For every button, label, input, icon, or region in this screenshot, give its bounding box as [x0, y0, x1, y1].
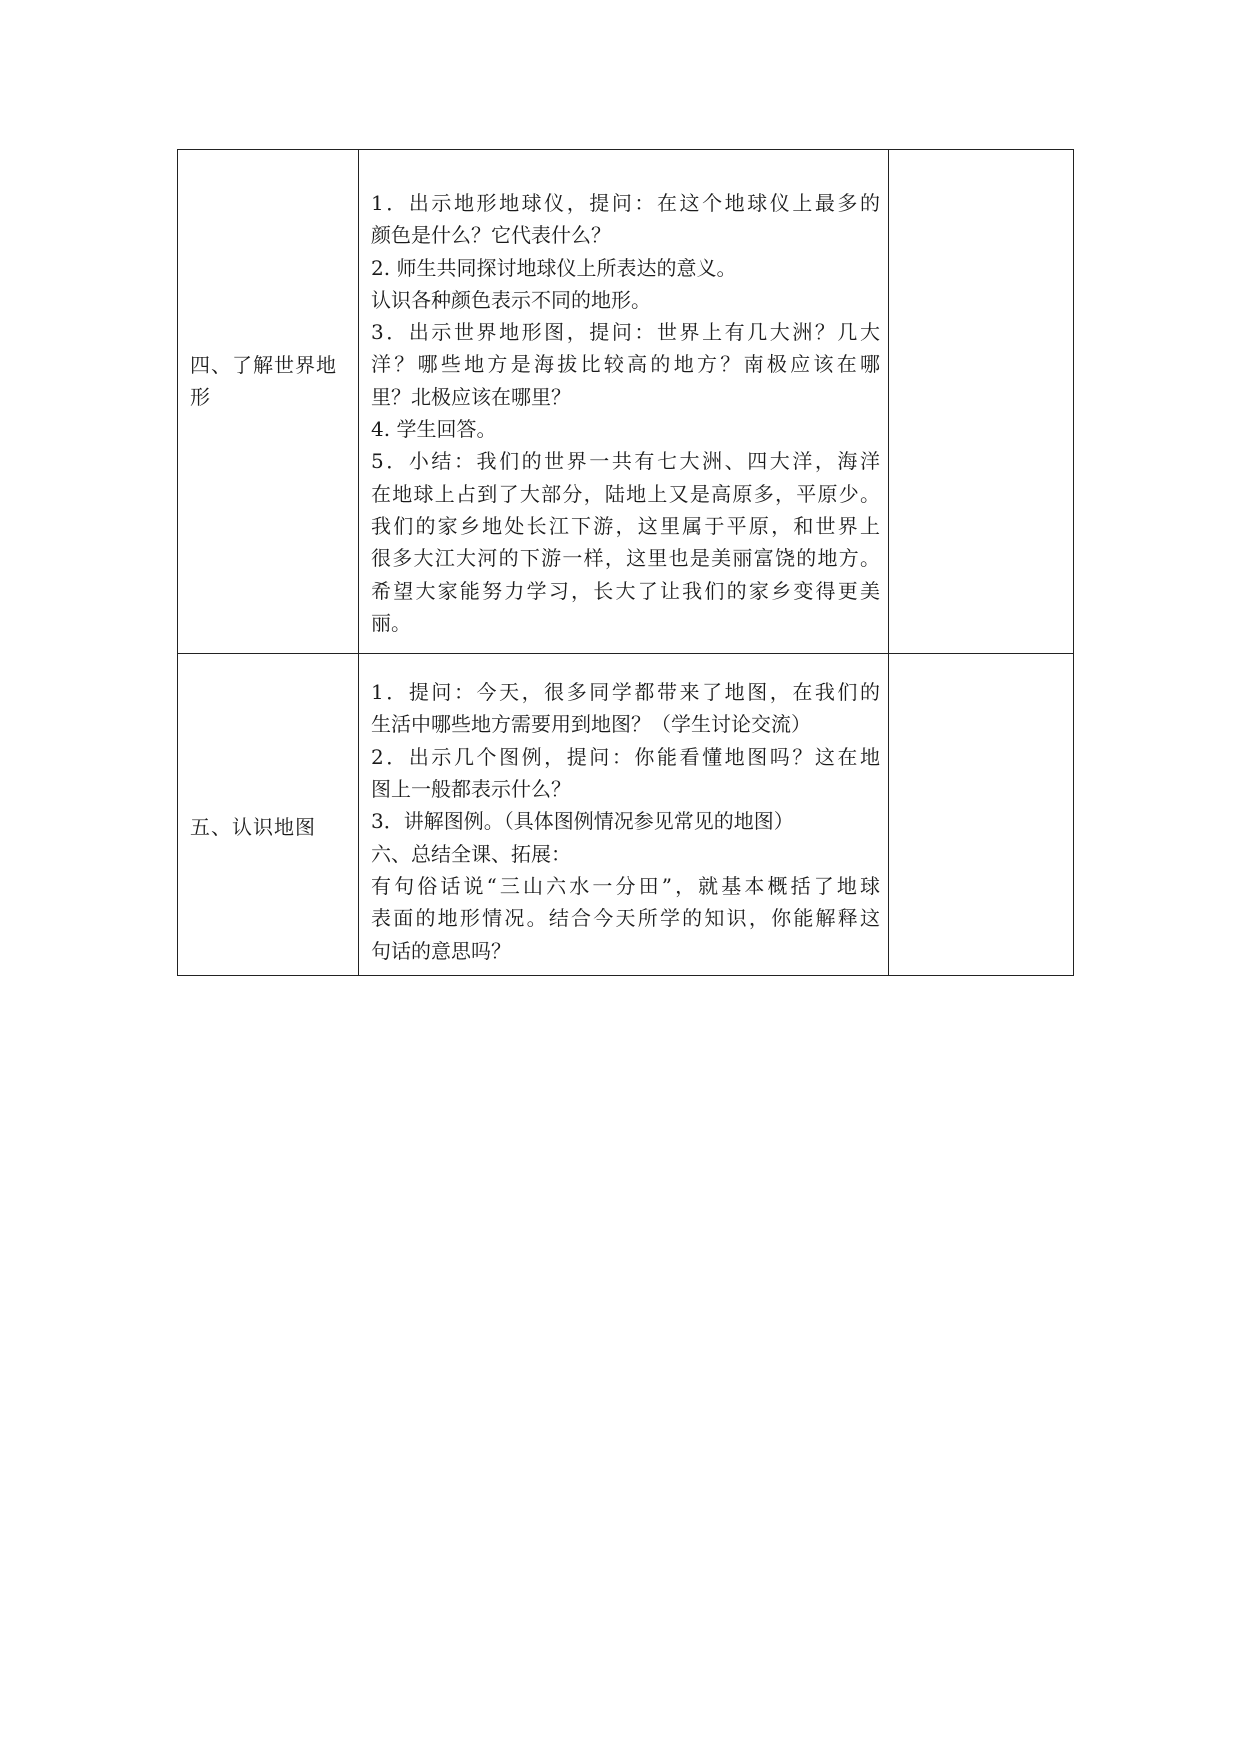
- notes-cell: [889, 150, 1074, 654]
- content-line: 2. 师生共同探讨地球仪上所表达的意义。: [371, 255, 737, 280]
- content-line: 六、总结全课、拓展：: [371, 841, 571, 866]
- content-cell: [359, 654, 889, 976]
- notes-cell: [889, 654, 1074, 976]
- content-line: 表面的地形情况。结合今天所学的知识，你能解释这: [371, 906, 880, 931]
- stage-label: 四、了解世界地形: [190, 353, 337, 409]
- content-cell: [359, 150, 889, 654]
- lesson-plan-table: [177, 149, 1074, 976]
- content-block: [359, 150, 888, 653]
- content-line: 图上一般都表示什么？: [371, 777, 571, 802]
- content-line: 希望大家能努力学习，长大了让我们的家乡变得更美: [371, 578, 880, 603]
- content-line: 有句俗话说“三山六水一分田”，就基本概括了地球: [371, 873, 880, 898]
- content-line: 里？北极应该在哪里？: [371, 384, 571, 409]
- content-line: 1．出示地形地球仪，提问：在这个地球仪上最多的: [371, 191, 880, 215]
- content-line: 3．出示世界地形图，提问：世界上有几大洲？几大: [371, 320, 880, 345]
- content-line: 4. 学生回答。: [371, 417, 497, 442]
- content-line: 颜色是什么？它代表什么？: [371, 223, 611, 248]
- content-line: 我们的家乡地处长江下游，这里属于平原，和世界上: [371, 513, 880, 538]
- stage-cell: [178, 150, 359, 654]
- stage-cell: [178, 654, 359, 976]
- content-line: 很多大江大河的下游一样，这里也是美丽富饶的地方。: [371, 546, 880, 571]
- content-line: 生活中哪些地方需要用到地图？（学生讨论交流）: [371, 712, 811, 737]
- content-line: 洋？哪些地方是海拔比较高的地方？南极应该在哪: [371, 352, 880, 377]
- content-line: 1．提问：今天，很多同学都带来了地图，在我们的: [371, 680, 880, 705]
- table-row: [178, 150, 1074, 654]
- content-line: 5．小结：我们的世界一共有七大洲、四大洋，海洋: [371, 449, 880, 474]
- content-line: 2．出示几个图例，提问：你能看懂地图吗？这在地: [371, 744, 880, 769]
- content-line: 句话的意思吗？: [371, 938, 511, 963]
- content-line: 丽。: [371, 610, 411, 635]
- content-line: 在地球上占到了大部分，陆地上又是高原多，平原少。: [371, 481, 880, 506]
- table-row: [178, 654, 1074, 976]
- content-line: 3．讲解图例。（具体图例情况参见常见的地图）: [371, 809, 794, 834]
- stage-label: 五、认识地图: [190, 815, 316, 840]
- content-line: 认识各种颜色表示不同的地形。: [371, 287, 651, 312]
- content-block: [359, 654, 888, 975]
